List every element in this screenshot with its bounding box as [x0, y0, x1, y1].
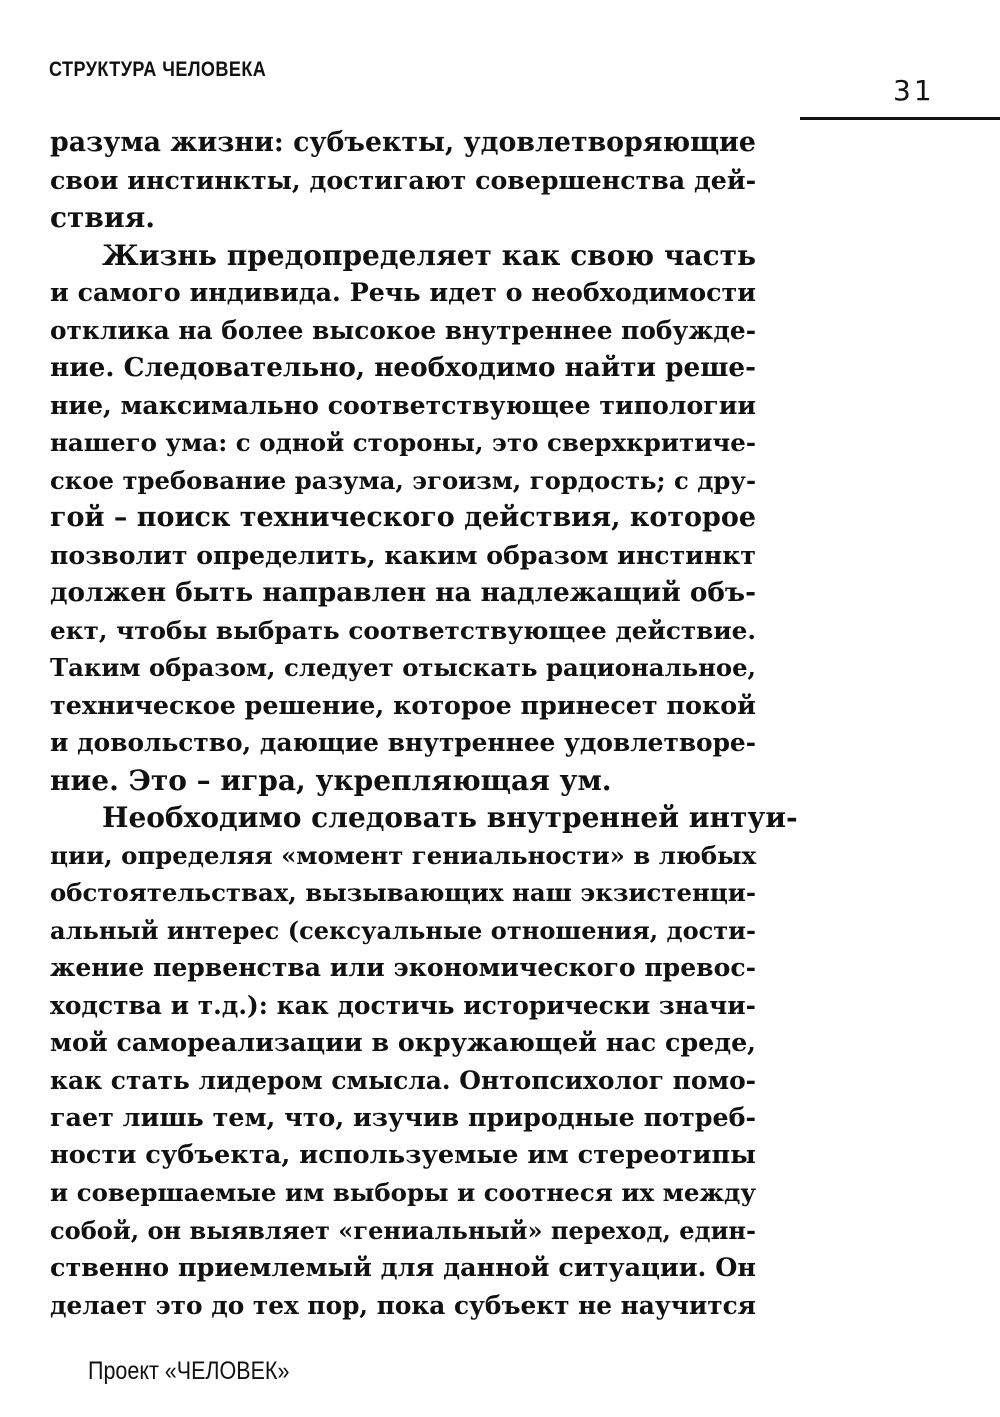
- text-line: ствия.: [50, 201, 156, 234]
- footer-project-title: Проект «ЧЕЛОВЕК»: [88, 1357, 290, 1385]
- text-line: обстоятельствах, вызывающих наш экзистенци-: [50, 878, 756, 907]
- text-line: и довольство, дающие внутреннее удовлетворе-: [50, 728, 756, 757]
- text-line: гает лишь тем, что, изучив природные потреб-: [50, 1102, 756, 1132]
- text-line: Таким образом, следует отыскать рациональное,: [50, 653, 756, 682]
- text-line: жение первенства или экономического превос-: [50, 952, 756, 982]
- text-line: должен быть направлен на надлежащий объ-: [50, 577, 756, 608]
- text-line: Жизнь предопределяет как свою часть: [102, 238, 756, 272]
- text-line: ние, максимально соответствующее типологии: [50, 389, 756, 420]
- text-line: альный интерес (сексуальные отношения, дости-: [50, 915, 756, 945]
- text-line: ходства и т.д.): как достичь исторически значи-: [50, 990, 756, 1020]
- text-line: ние. Это – игра, укрепляющая ум.: [50, 763, 612, 797]
- text-line: гой – поиск технического действия, которое: [50, 502, 757, 533]
- running-head-title: СТРУКТУРА ЧЕЛОВЕКА: [49, 58, 267, 81]
- text-line: нашего ума: с одной стороны, это сверхкритиче-: [50, 428, 756, 457]
- text-line: разума жизни: субъекты, удовлетворяющие: [50, 127, 756, 158]
- text-line: техническое решение, которое принесет покой: [50, 689, 756, 720]
- text-line: делает это до тех пор, пока субъект не научится: [50, 1290, 756, 1320]
- text-line: ственно приемлемый для данной ситуации. Он: [50, 1252, 756, 1282]
- text-line: ности субъекта, используемые им стереотипы: [50, 1139, 756, 1170]
- text-line: и совершаемые им выборы и соотнеся их между: [50, 1178, 756, 1207]
- text-line: отклика на более высокое внутреннее побужде-: [50, 315, 756, 345]
- text-line: мой самореализации в окружающей нас среде,: [50, 1027, 756, 1057]
- text-line: ции, определяя «момент гениальности» в любых: [50, 840, 757, 870]
- text-line: ние. Следовательно, необходимо найти реше-: [50, 352, 756, 383]
- text-line: ское требование разума, эгоизм, гордость; с дру-: [50, 465, 757, 495]
- text-line: позволит определить, каким образом инстинкт: [50, 539, 756, 570]
- text-line: Необходимо следовать внутренней интуи-: [102, 801, 798, 834]
- text-line: свои инстинкты, достигают совершенства дей-: [50, 164, 757, 195]
- text-line: и самого индивида. Речь идет о необходимости: [50, 277, 756, 307]
- header-rule: [800, 117, 1000, 120]
- body-text: [50, 124, 798, 1324]
- text-line: ект, чтобы выбрать соответствующее действие.: [50, 615, 756, 645]
- page-number: 31: [893, 74, 935, 107]
- text-line: собой, он выявляет «гениальный» переход, един-: [50, 1215, 757, 1245]
- text-line: как стать лидером смысла. Онтопсихолог помо-: [50, 1065, 756, 1095]
